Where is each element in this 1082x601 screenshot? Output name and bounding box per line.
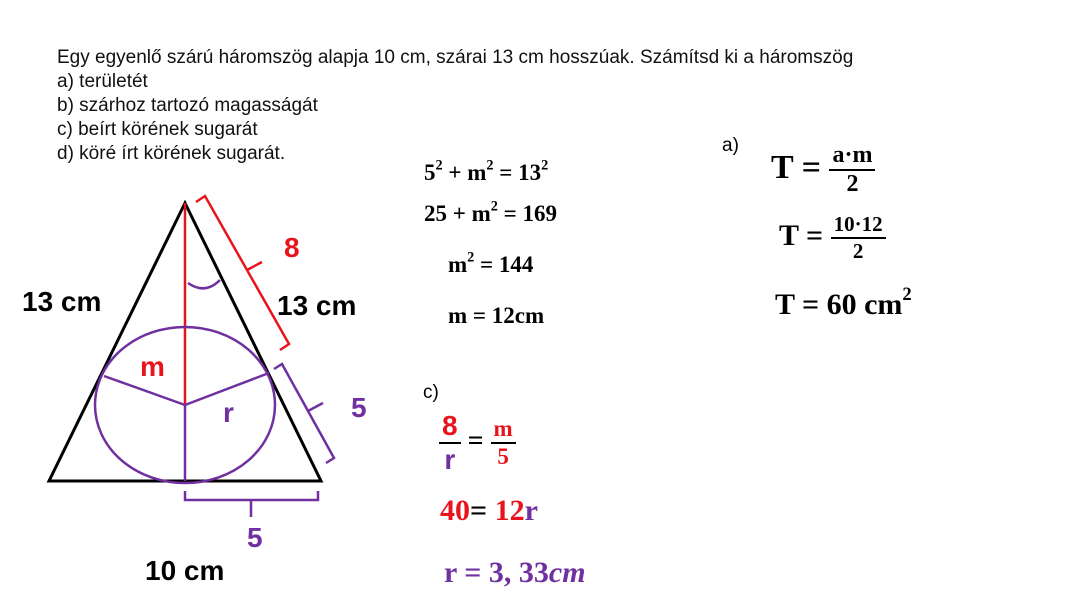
- bracket-5-base: [185, 491, 318, 517]
- segment-5-base-label: 5: [247, 522, 263, 553]
- radius-result: r = 3, 33cm: [444, 556, 586, 589]
- linear-equation: 40= 12r: [440, 494, 538, 527]
- segment-8-label: 8: [284, 232, 300, 263]
- pythagoras-line-2: $25 + m^2 = 169$: [424, 198, 557, 226]
- pythagoras-line-4: m = 12cm: [448, 303, 545, 328]
- proportion-equation: $\frac{8}{r}$ = $\frac{m}{5}$: [439, 410, 516, 476]
- problem-item-d: d) köré írt körének sugarát.: [57, 143, 286, 164]
- pythagoras-line-1: $5^2 + m^2 = 13^2$: [424, 157, 549, 185]
- problem-item-c: c) beírt körének sugarát: [57, 119, 258, 140]
- segment-5-side-label: 5: [351, 392, 367, 423]
- base-label: 10 cm: [145, 555, 225, 586]
- angle-arc: [188, 280, 220, 288]
- area-result: T = 60 $cm^2$: [775, 284, 912, 321]
- problem-intro: Egy egyenlő szárú háromszög alapja 10 cm, szárai 13 cm hosszúak. Számítsd ki a háromszög: [57, 47, 854, 68]
- area-formula-2: T = $\frac{10\cdot 12}{2}$: [779, 212, 886, 264]
- problem-item-a: a) területét: [57, 71, 148, 92]
- right-side-label: 13 cm: [277, 290, 357, 321]
- radius-r-label: r: [223, 397, 234, 428]
- height-m-label: m: [140, 351, 165, 382]
- part-c-label: c): [423, 382, 439, 403]
- left-side-label: 13 cm: [22, 286, 102, 317]
- problem-item-b: b) szárhoz tartozó magasságát: [57, 95, 318, 116]
- part-a-label: a): [722, 135, 739, 156]
- area-formula-1: T = $\frac{a\cdot m}{2}$: [771, 142, 875, 198]
- pythagoras-line-3: $m^2 = 144$: [448, 249, 534, 277]
- bracket-8: [196, 196, 289, 350]
